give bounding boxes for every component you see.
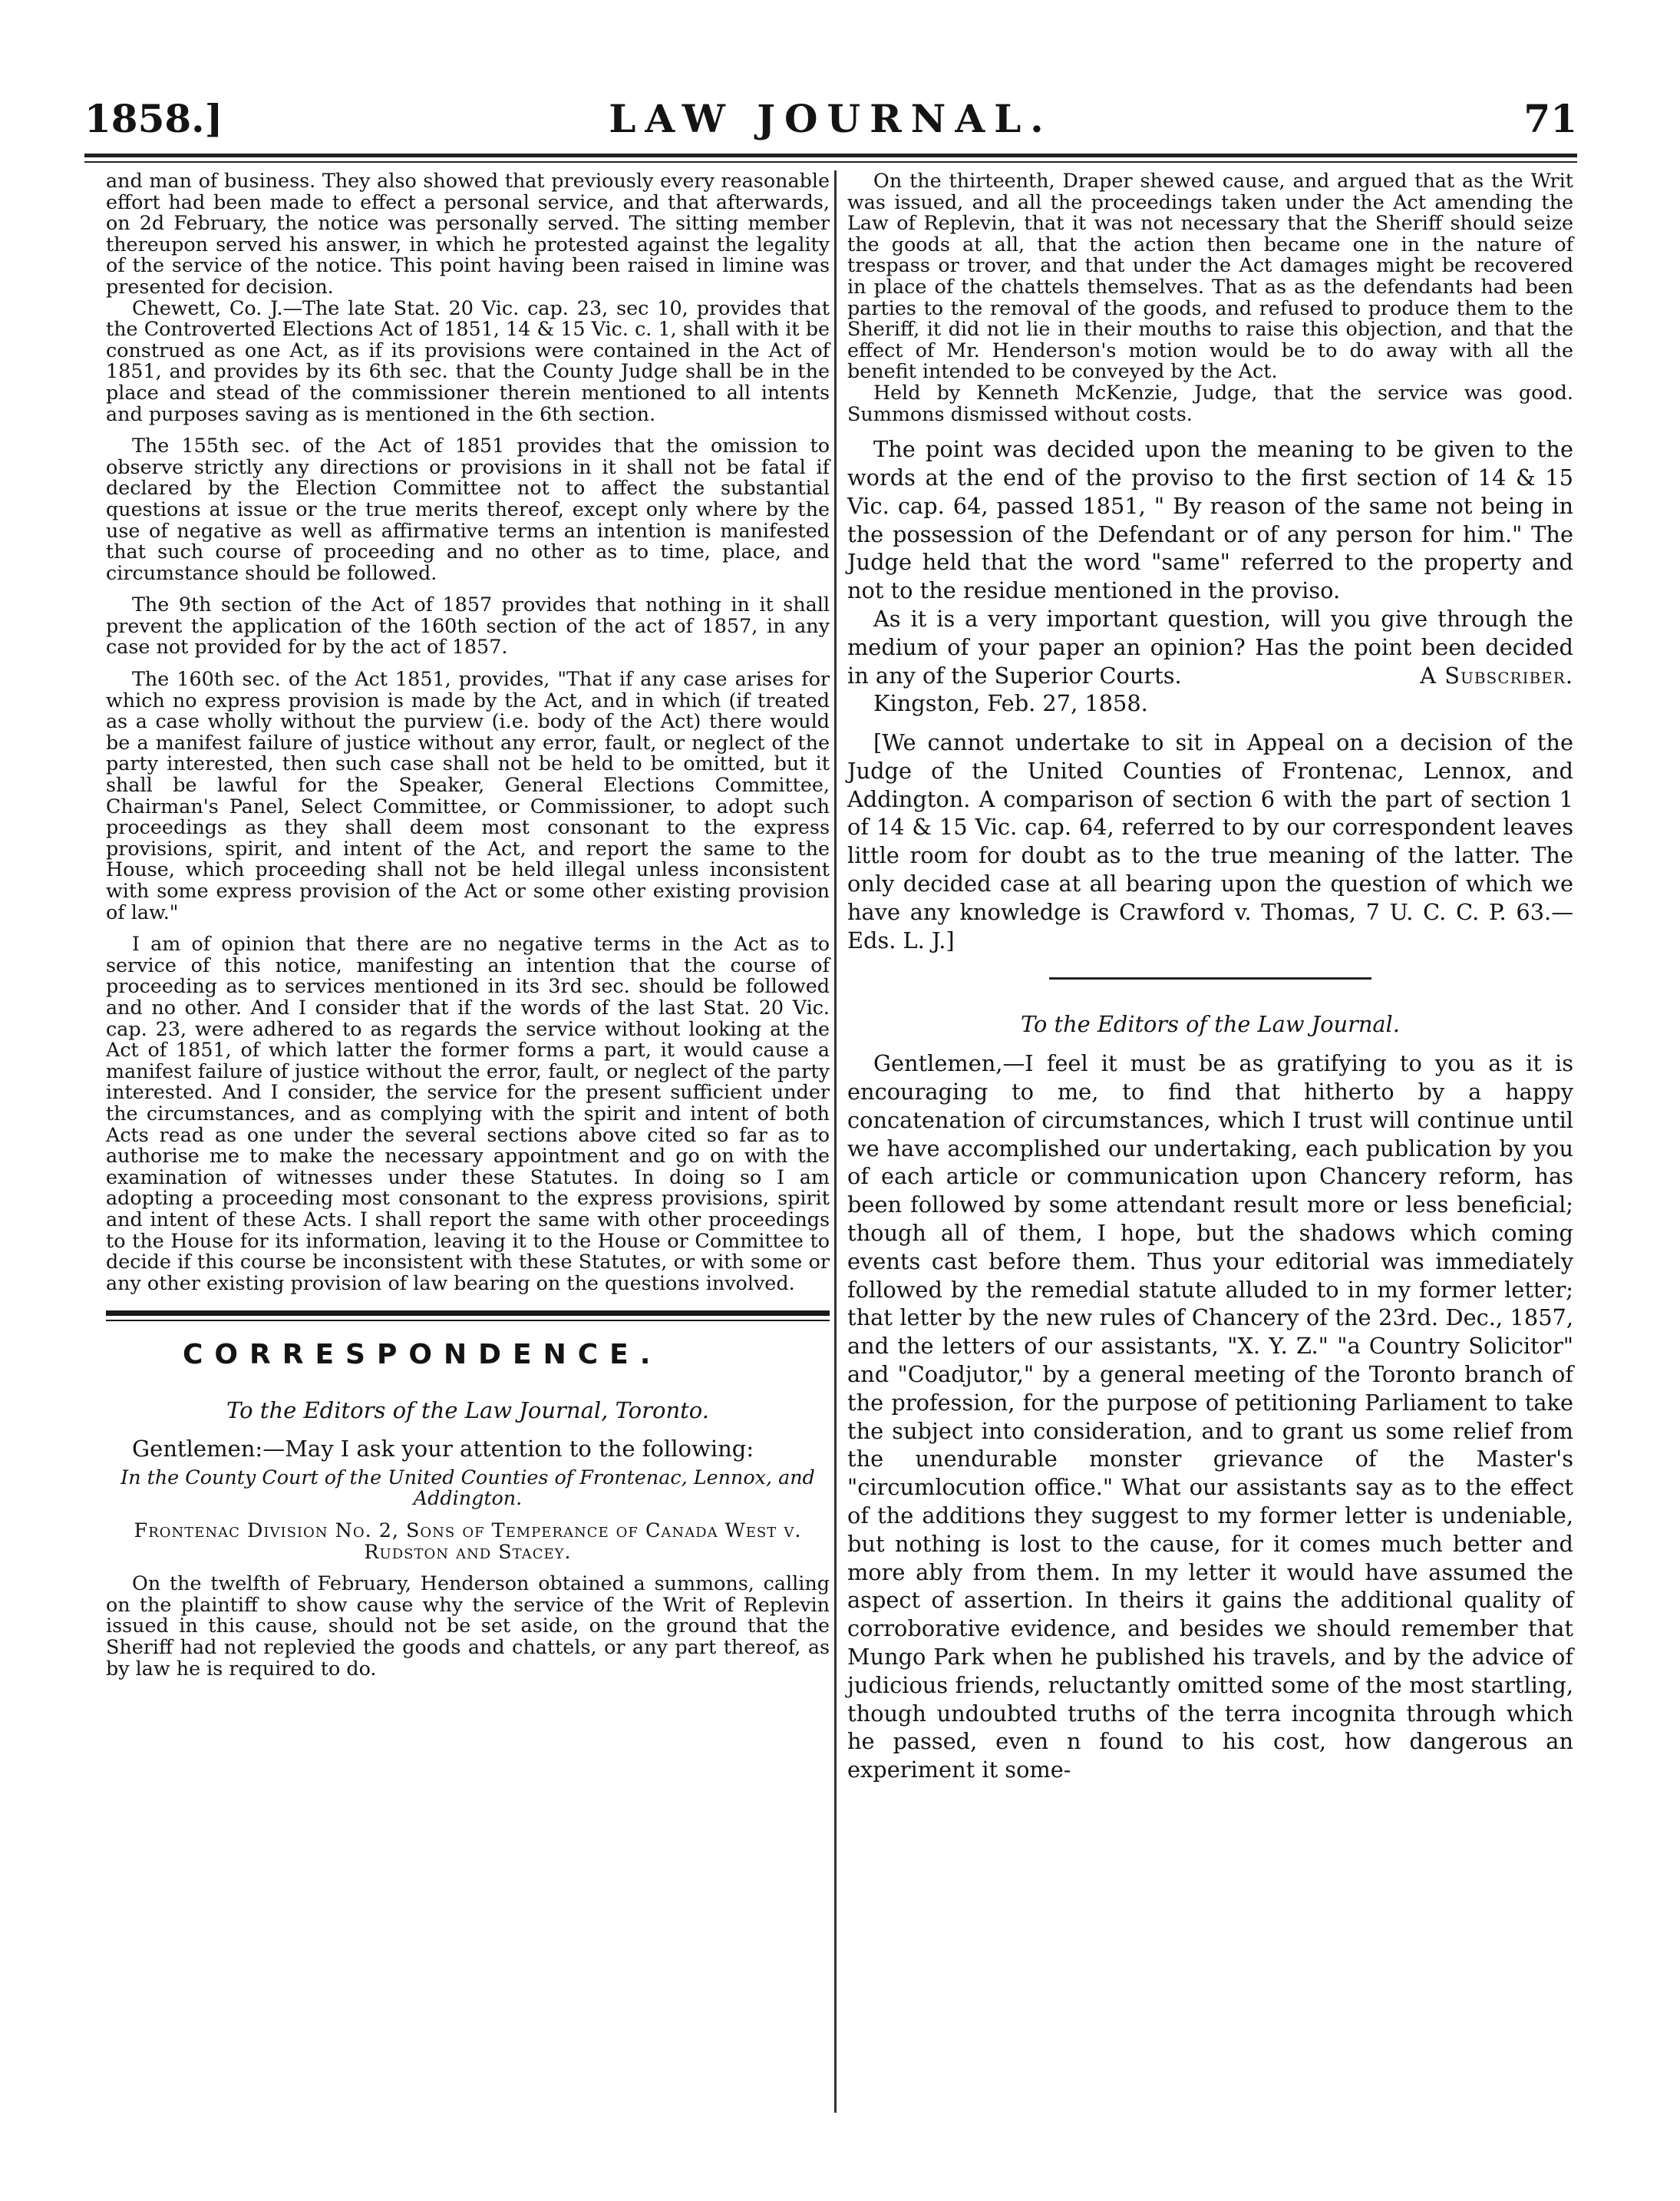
left-column	[106, 170, 830, 1679]
left-paragraph-7: On the twelfth of February, Henderson obtained a summons, calling on the plaintiff to show cause why the service of the Writ of Replevin issued in this cause, should not be set aside, on the ground that the Sheriff had not replevied the goods and chattels, or any part thereof, as by law he is required to do.	[106, 1571, 830, 1680]
left-paragraph-2: Chewett, Co. J.—The late Stat. 20 Vic. cap. 23, sec 10, provides that the Controverted Elections Act of 1851, 14 & 15 Vic. c. 1, shall with it be construed as one Act, as if its provisions were contained in the Act of 1851, and provides by its 6th sec. that the County Judge shall be in the place and stead of the commissioner therein mentioned to all intents and purposes saving as is mentioned in the 6th section.	[106, 296, 830, 425]
left-paragraph-5: The 160th sec. of the Act 1851, provides, "That if any case arises for which no express provision is made by the Act, and in which (if treated as a case wholly without the purview (i.e. body of the Act) there would be a manifest failure of justice without any error, fault, or neglect of the party interested, then such case shall not be held to be omitted, but it shall be lawful for the Speaker, General Elections Committee, Chairman's Panel, Select Committee, or Commissioner, to adopt such proceedings as they shall deem most consonant to the express provisions, spirit, and intent of the Act, and report the same to the House, which proceeding shall not be held illegal unless inconsistent with some express provision of the Act or some other existing provision of law."	[106, 667, 830, 924]
left-paragraph-1: and man of business. They also showed that previously every reasonable effort had been made to effect a personal service, and that afterwards, on 2d February, the notice was personally served. The sitting member thereupon served his answer, in which he protested against the legality of the service of the notice. This point having been raised in limine was presented for decision.	[106, 169, 830, 298]
column-separator	[834, 170, 837, 2113]
right-column	[847, 170, 1573, 1784]
letter2-heading: To the Editors of the Law Journal.	[1021, 1011, 1400, 1038]
right-paragraph-3: The point was decided upon the meaning to be given to the words at the end of the proviso to the first section of 14 & 15 Vic. cap. 64, passed 1851, " By reason of the same not being in the possession of the Defendant or of any person for him." The Judge held that the word "same" referred to the property and not to the residue mentioned in the proviso.	[847, 436, 1573, 604]
header-rule	[84, 154, 1577, 157]
section-rule-thin	[106, 1320, 830, 1321]
left-paragraph-4: The 9th section of the Act of 1857 provides that nothing in it shall prevent the application of the 160th section of the act of 1857, in any case not provided for by the act of 1857.	[106, 593, 830, 659]
right-paragraph-2: Held by Kenneth McKenzie, Judge, that the service was good. Summons dismissed without costs.	[847, 380, 1573, 425]
left-paragraph-3: The 155th sec. of the Act of 1851 provides that the omission to observe strictly any directions or provisions in it shall not be fatal if declared by the Election Committee not to affect the substantial questions at issue or the true merits thereof, except only where by the use of negative as well as affirmative terms an intention is manifested that such course of proceeding and no other as to time, place, and circumstance should be followed.	[106, 434, 830, 584]
section-rule-thick	[106, 1310, 830, 1316]
header-rule-thin	[84, 161, 1577, 163]
divider-rule	[1049, 977, 1371, 980]
right-paragraph-4	[847, 605, 1573, 689]
letter-heading: To the Editors of the Law Journal, Toronto.	[226, 1396, 709, 1423]
editors-note: [We cannot undertake to sit in Appeal on a decision of the Judge of the United Counties of Frontenac, Lennox, and Addington. A comparison of section 6 with the part of section 1 of 14 & 15 Vic. cap. 64, referred to by our correspondent leaves little room for doubt as to the true meaning of the latter. The only decided case at all bearing upon the question of which we have any knowledge is Crawford v. Thomas, 7 U. C. C. P. 63.—Eds. L. J.]	[847, 729, 1573, 953]
dateline: Kingston, Feb. 27, 1858.	[873, 690, 1148, 717]
signature: A Subscriber.	[1420, 662, 1573, 689]
journal-title: LAW JOURNAL.	[609, 96, 1053, 141]
question-text: As it is a very important question, will you give through the medium of your paper an opinion? Has the point been decided in any of the Superior Courts.	[847, 605, 1573, 689]
page-number: 71	[1523, 96, 1577, 141]
header-year: 1858.]	[84, 96, 223, 141]
case-title: Frontenac Division No. 2, Sons of Temperance of Canada West v. Rudston and Stacey.	[134, 1519, 802, 1563]
court-caption: In the County Court of the United Counties of Frontenac, Lennox, and Addington.	[120, 1465, 815, 1510]
running-header	[84, 92, 1577, 146]
letter2-body: Gentlemen,—I feel it must be as gratifying to you as it is encouraging to me, to find that hitherto by a happy concatenation of circumstances, which I trust will continue until we have accomplished our undertaking, each publication by you of each article or communication upon Chancery reform, has been followed by some attendant result more or less beneficial; though all of them, I hope, but the shadows which coming events cast before them. Thus your editorial was immediately followed by the remedial statute alluded to in my former letter; that letter by the new rules of Chancery of the 23rd. Dec., 1857, and the letters of our assistants, "X. Y. Z." "a Country Solicitor" and "Coadjutor," by a general meeting of the Toronto branch of the profession, for the purpose of petitioning Parliament to take the subject into consideration, and to grant us some relief from the unendurable monster grievance of the Master's "circumlocution office." What our assistants say as to the effect of the additions they suggest to my former letter is undeniable, but nothing is lost to the cause, for it comes much better and more ably from them. In my letter it would have assumed the aspect of assertion. In theirs it gains the additional quality of corroborative evidence, and besides we should remember that Mungo Park when he published his travels, and by the advice of judicious friends, reluctantly omitted some of the most startling, though undoubted truths of the terra incognita through which he passed, even n found to his cost, how dangerous an experiment it some-	[847, 1050, 1573, 1783]
right-paragraph-1: On the thirteenth, Draper shewed cause, and argued that as the Writ was issued, and all the proceedings taken under the Act amending the Law of Replevin, that it was not necessary that the Sheriff should seize the goods at all, that the action then became one in the nature of trespass or trover, and that under the Act damages might be recovered in place of the chattels themselves. That as as the defendants had been parties to the removal of the goods, and refused to produce them to the Sheriff, it did not lie in their mouths to raise this objection, and that the effect of Mr. Henderson's motion would be to do away with all the benefit intended to be conveyed by the Act.	[847, 169, 1573, 383]
salutation: Gentlemen:—May I ask your attention to the following:	[132, 1435, 754, 1462]
section-heading: CORRESPONDENCE.	[183, 1339, 662, 1371]
left-paragraph-6: I am of opinion that there are no negative terms in the Act as to service of this notice, manifesting an intention that the course of proceeding as to services mentioned in its 3rd sec. should be followed and no other. And I consider that if the words of the last Stat. 20 Vic. cap. 23, were adhered to as regards the service without looking at the Act of 1851, of which latter the former forms a part, it would cause a manifest failure of justice without the error, fault, or neglect of the party interested. And I consider, the service for the present sufficient under the circumstances, and as complying with the spirit and intent of both Acts read as one under the several sections above cited so far as to authorise me to make the necessary appointment and go on with the examination of witnesses under these Statutes. In doing so I am adopting a proceeding most consonant to the express provisions, spirit and intent of these Acts. I shall report the same with other proceedings to the House for its information, leaving it to the House or Committee to decide if this course be inconsistent with these Statutes, or with some or any other existing provision of law bearing on the questions involved.	[106, 932, 830, 1294]
